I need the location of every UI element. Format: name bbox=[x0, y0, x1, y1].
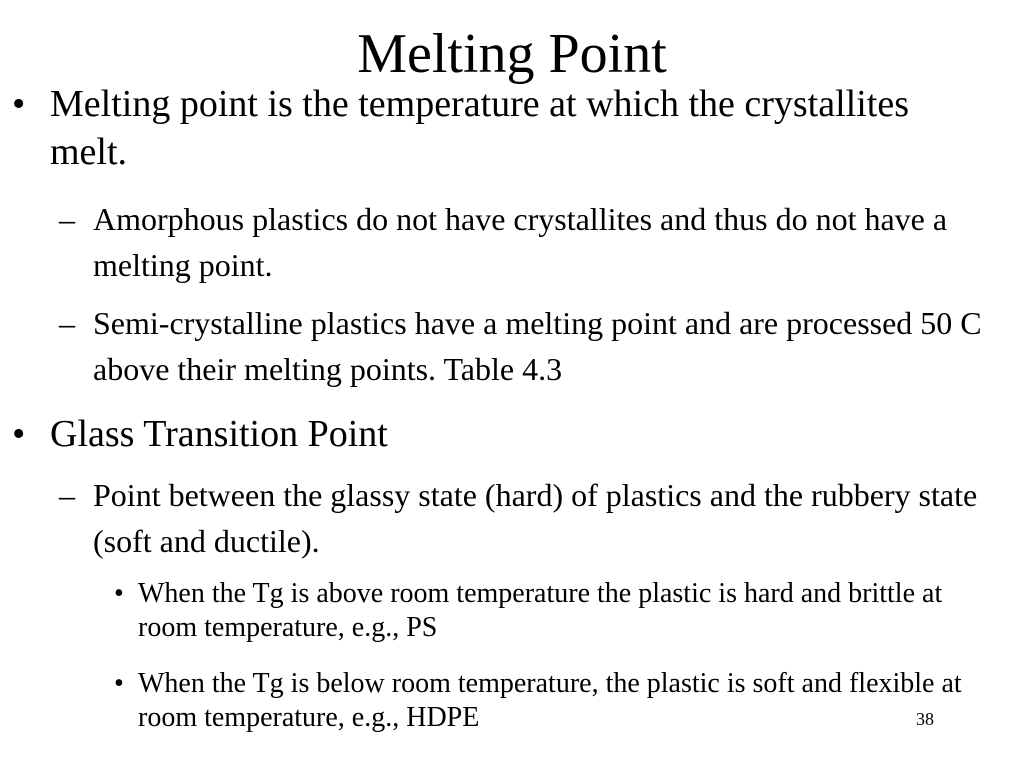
bullet-text: Point between the glassy state (hard) of plastics and the rubbery state (soft and ductile). bbox=[93, 477, 978, 559]
bullet-text: Semi-crystalline plastics have a melting point and are processed 50 C above their melting points. Table 4.3 bbox=[93, 305, 982, 387]
slide-title: Melting Point bbox=[357, 23, 667, 85]
sub-bullet-amorphous-plastics bbox=[59, 196, 993, 288]
page-number: 38 bbox=[916, 709, 934, 729]
bullet-marker: • bbox=[114, 668, 124, 699]
dash-marker: – bbox=[59, 477, 75, 513]
bullet-text: When the Tg is above room temperature the plastic is hard and brittle at room temperature, e.g., PS bbox=[138, 578, 943, 643]
bullet-marker: • bbox=[114, 578, 124, 609]
sub-sub-bullet-tg-above-room bbox=[114, 577, 1008, 645]
bullet-marker: • bbox=[12, 413, 26, 455]
sub-bullet-glassy-rubbery-state bbox=[59, 472, 993, 564]
bullet-glass-transition-point bbox=[12, 410, 980, 458]
bullet-text: Melting point is the temperature at which the crystallites melt. bbox=[50, 83, 909, 173]
dash-marker: – bbox=[59, 305, 75, 341]
bullet-marker: • bbox=[12, 83, 26, 125]
bullet-text: Glass Transition Point bbox=[50, 413, 388, 455]
dash-marker: – bbox=[59, 201, 75, 237]
sub-bullet-semi-crystalline-plastics bbox=[59, 300, 993, 392]
bullet-text: When the Tg is below room temperature, the plastic is soft and flexible at room temperature, e.g., HDPE bbox=[138, 668, 962, 733]
bullet-text: Amorphous plastics do not have crystallites and thus do not have a melting point. bbox=[93, 201, 948, 283]
sub-sub-bullet-tg-below-room bbox=[114, 667, 1008, 735]
bullet-melting-point-definition bbox=[12, 80, 980, 176]
